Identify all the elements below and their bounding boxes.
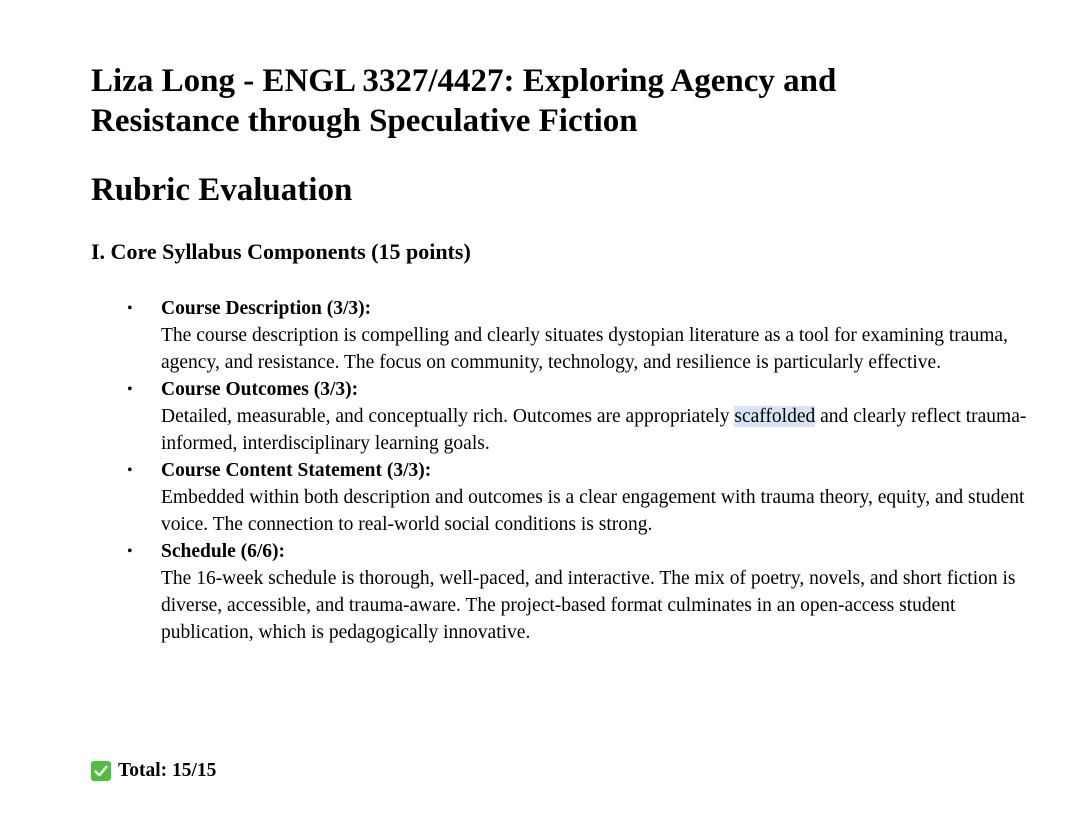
document-title: Liza Long - ENGL 3327/4427: Exploring Agency and Resistance through Speculative Fiction: [91, 63, 837, 139]
item-text: The course description is compelling and clearly situates dystopian literature as a tool for examining trauma, agency, and resistance. The focus on community, technology, and resilience is particularly effective.: [161, 325, 1008, 373]
item-title: Course Outcomes (3/3):: [161, 379, 359, 400]
list-item-course-description: [91, 295, 1051, 376]
check-mark-button-icon: [91, 761, 111, 781]
bullet-icon: •: [127, 381, 133, 398]
list-item-schedule: [91, 538, 1051, 646]
total-label: Total: 15/15: [118, 760, 217, 781]
item-title: Schedule (6/6):: [161, 541, 286, 562]
item-title: Course Content Statement (3/3):: [161, 460, 432, 481]
item-text: The 16-week schedule is thorough, well-paced, and interactive. The mix of poetry, novels, and short fiction is diverse, accessible, and trauma-aware. The project-based format culminates in an open-access student publication, which is pedagogically innovative.: [161, 568, 1016, 643]
item-title: Course Description (3/3):: [161, 298, 372, 319]
component-list: [91, 295, 1051, 646]
item-text: Embedded within both description and outcomes is a clear engagement with trauma theory, equity, and student voice. The connection to real-world social conditions is strong.: [161, 487, 1025, 535]
bullet-icon: •: [127, 543, 133, 560]
highlighted-word: scaffolded: [734, 406, 816, 427]
item-text-part: and clearly reflect trauma-informed, interdisciplinary learning goals.: [161, 406, 1027, 454]
bullet-icon: •: [127, 462, 133, 479]
item-text-part: Detailed, measurable, and conceptually rich. Outcomes are appropriately: [161, 406, 735, 427]
section-heading: I. Core Syllabus Components (15 points): [91, 239, 471, 264]
list-item-course-outcomes: [91, 376, 1051, 457]
item-text: [161, 403, 1051, 457]
total-line: [91, 757, 216, 785]
list-item-course-content-statement: [91, 457, 1051, 538]
rubric-heading: Rubric Evaluation: [91, 172, 353, 208]
bullet-icon: •: [127, 300, 133, 317]
